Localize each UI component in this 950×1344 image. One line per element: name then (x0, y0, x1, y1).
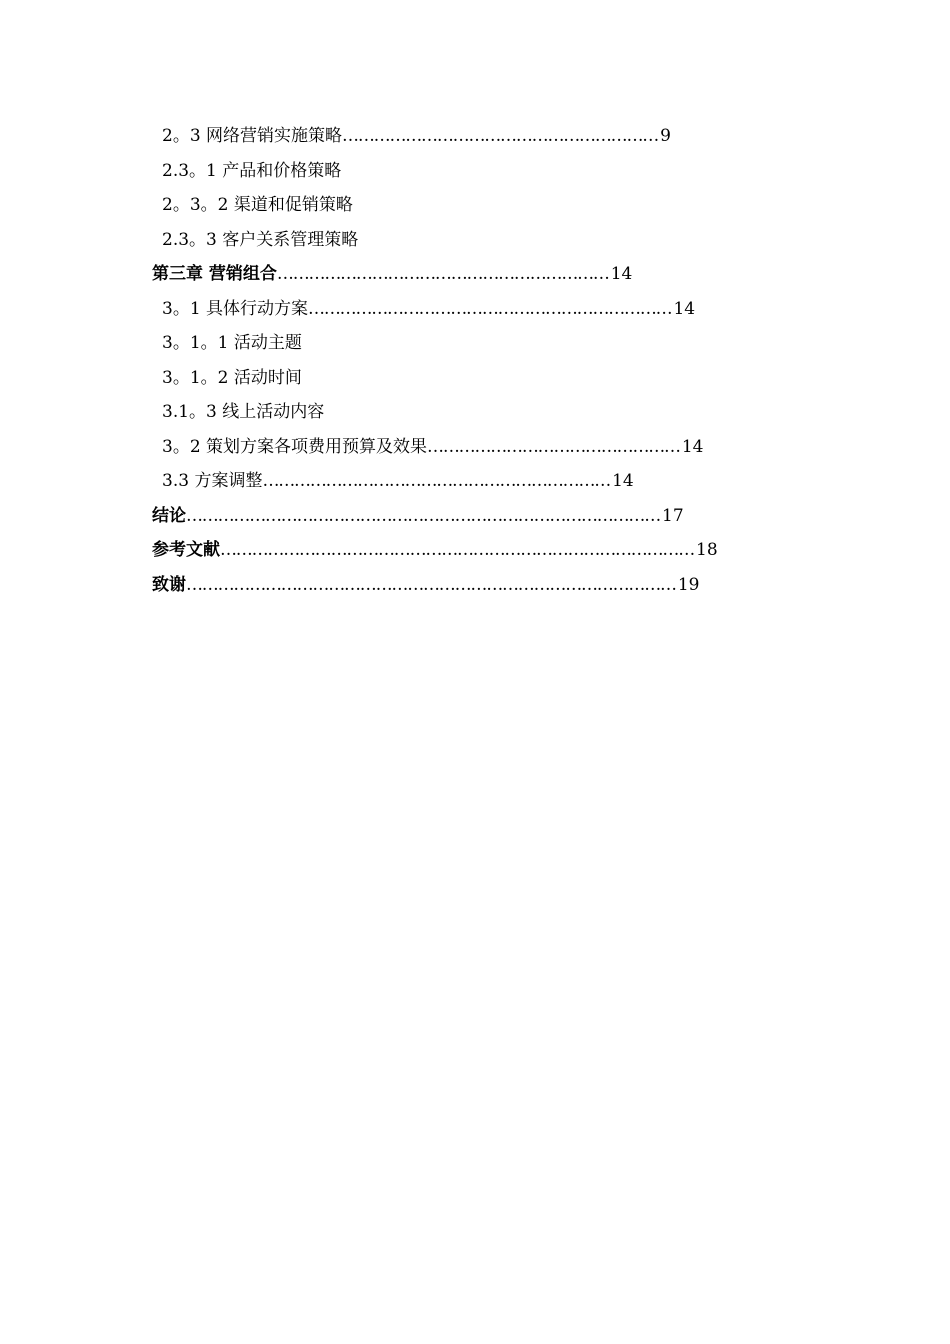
toc-entry-title: 参考文献 (152, 540, 220, 560)
toc-page-number: 14 (610, 264, 633, 284)
toc-entry-2-3-3[interactable] (162, 223, 762, 257)
toc-entry-title: 第三章 营销组合 (152, 264, 277, 284)
toc-entry-3-1-1[interactable] (162, 326, 762, 360)
toc-leader-dots: ……………………………………………………… (276, 264, 609, 284)
toc-entry-references[interactable] (152, 533, 852, 567)
toc-entry-title: 3.3 方案调整 (162, 471, 263, 491)
toc-entry-3-1-2[interactable] (162, 361, 762, 395)
toc-page-number: 17 (662, 506, 684, 526)
toc-entry-2-3-1[interactable] (162, 154, 762, 188)
toc-leader-dots: ……………………………………………………………………………… (186, 506, 661, 526)
toc-entry-title: 2.3。3 客户关系管理策略 (162, 230, 359, 250)
toc-entry-title: 2.3。1 产品和价格策略 (162, 161, 342, 181)
toc-leader-dots: ………………………………………… (427, 437, 680, 457)
toc-page-number: 19 (677, 575, 700, 595)
toc-entry-title: 2。3 网络营销实施策略 (162, 126, 343, 146)
toc-entry-title: 3。1。2 活动时间 (162, 368, 302, 388)
toc-entry-3-1[interactable] (162, 292, 802, 326)
toc-page-number: 9 (660, 126, 671, 146)
toc-leader-dots: ………………………………………………………………………………… (186, 575, 676, 595)
toc-entry-title: 3。2 策划方案各项费用预算及效果 (162, 437, 428, 457)
toc-page-number: 14 (673, 299, 696, 319)
toc-leader-dots: ……………………………………………………………………………… (220, 540, 695, 560)
toc-page-number: 18 (696, 540, 718, 560)
toc-entry-3-1-3[interactable] (162, 395, 762, 429)
toc-entry-3-2[interactable] (162, 430, 802, 464)
toc-page-number: 14 (681, 437, 704, 457)
toc-entry-title: 3。1 具体行动方案 (162, 299, 309, 319)
toc-page-number: 14 (612, 471, 634, 491)
toc-entry-title: 结论 (152, 506, 186, 526)
toc-entry-3-3[interactable] (162, 464, 762, 498)
toc-leader-dots: …………………………………………………… (342, 126, 659, 146)
toc-entry-chapter-3[interactable] (152, 257, 752, 291)
toc-entry-2-3-2[interactable] (162, 188, 762, 222)
toc-leader-dots: …………………………………………………………… (308, 299, 672, 319)
toc-entry-title: 3。1。1 活动主题 (162, 333, 302, 353)
toc-entry-acknowledgements[interactable] (152, 568, 852, 602)
toc-entry-title: 2。3。2 渠道和促销策略 (162, 195, 353, 215)
toc-entry-title: 致谢 (152, 575, 186, 595)
toc-entry-conclusion[interactable] (152, 499, 852, 533)
toc-leader-dots: ………………………………………………………… (262, 471, 611, 491)
toc-entry-2-3[interactable] (162, 119, 762, 153)
toc-entry-title: 3.1。3 线上活动内容 (162, 402, 325, 422)
